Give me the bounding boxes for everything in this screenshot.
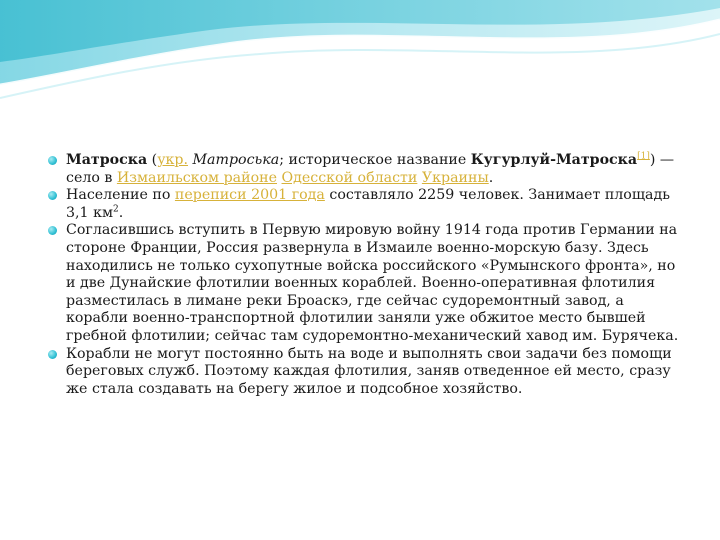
list-item: [46, 346, 686, 399]
link-country[interactable]: Украины: [421, 169, 489, 186]
list-item: [46, 222, 686, 345]
text-span: составляло 2259 человек. Занимает площадь 3,1 км: [66, 187, 670, 221]
footnote-link[interactable]: [1]: [637, 151, 650, 162]
link-region[interactable]: Одесской области: [281, 169, 418, 186]
text-span: Население по: [66, 187, 175, 204]
item-text: Корабли не могут постоянно быть на воде и выполнять свои задачи без помощи береговых служб. Поэтому каждая флотилия, заняв отведенное ей место, сразу же стала создавать на берегу жилое и подсобное хозяйство.: [66, 345, 672, 397]
link-census[interactable]: переписи 2001 года: [174, 187, 325, 204]
text-span: (: [147, 152, 158, 168]
bullet-icon: [48, 156, 57, 165]
bullet-icon: [48, 191, 57, 200]
superscript: 2: [112, 204, 119, 215]
bullet-icon: [48, 226, 57, 235]
text-span: ; историческое название: [279, 152, 471, 168]
list-item: [46, 152, 686, 187]
slide-content: [46, 152, 686, 398]
text-span: .: [488, 169, 494, 186]
bullet-list: [46, 152, 686, 398]
text-span: ) — село в: [66, 152, 675, 186]
item-text: Согласившись вступить в Первую мировую войну 1914 года против Германии на стороне Франции, Россия развернула в Измаиле военно-морскую базу. Здесь находились не только сухопутные войска российского «Румынского фронта», но и две Дунайские флотилии военных кораблей. Военно-оперативная флотилия разместилась в лимане реки Броаскэ, где сейчас судоремонтный завод, а корабли военно-транспортной флотилии заняли уже обжитое место бывшей гребной флотилии; сейчас там судоремонтно-механический хавод им. Бурячека.: [66, 222, 679, 344]
ukrainian-name: Матроська: [192, 152, 280, 168]
text-span: .: [118, 204, 124, 221]
link-ukr[interactable]: укр.: [157, 152, 189, 168]
list-item: [46, 187, 686, 222]
item-title: Матроска: [66, 152, 148, 168]
historical-name: Кугурлуй-Матроска: [470, 152, 638, 168]
link-district[interactable]: Измаильском районе: [116, 169, 277, 186]
bullet-icon: [48, 350, 57, 359]
